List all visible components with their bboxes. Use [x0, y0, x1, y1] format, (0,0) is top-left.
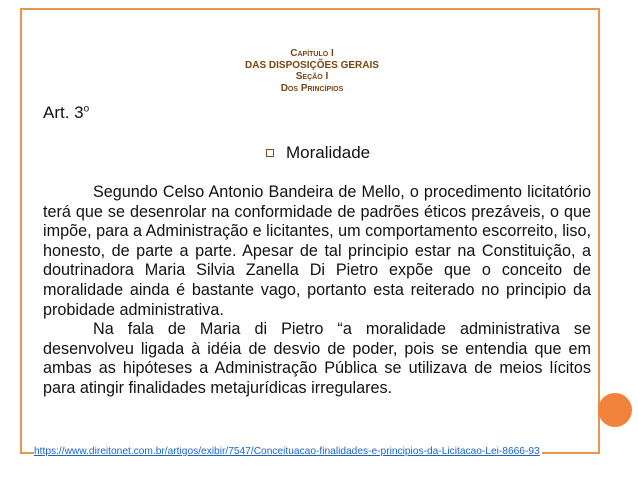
paragraph: Segundo Celso Antonio Bandeira de Mello, o procedimento licitatório terá que se desenrolar na conformidade de padrões éticos prezáveis, o que impõe, para a Administração e licitantes, um comportamento escorreito, liso, honesto, de parte a parte. Apesar de tal principio estar na Constituição, a doutrinadora Maria Silvia Zanella Di Pietro expõe que o conceito de moralidade ainda é bastante vago, portanto esta reiterado no principio da probidade administrativa. — [43, 183, 591, 319]
article-superscript: o — [83, 103, 90, 115]
chapter-heading: Capítulo I — [290, 48, 334, 59]
decorative-circle — [598, 393, 632, 427]
section-heading: Seção I — [295, 71, 329, 82]
bullet-item — [266, 143, 370, 163]
square-bullet-icon — [266, 149, 274, 157]
bullet-label: Moralidade — [286, 143, 371, 162]
article-label — [43, 103, 89, 123]
body-text — [43, 183, 591, 399]
chapter-title: DAS DISPOSIÇÕES GERAIS — [245, 60, 379, 71]
section-title: Dos Princípios — [280, 83, 344, 94]
article-text: Art. 3 — [43, 103, 84, 122]
paragraph: Na fala de Maria di Pietro “a moralidade administrativa se desenvolveu ligada à idéia de desvio de poder, pois se entendia que em ambas as hipóteses a Administração Pública se utilizava de meios lícitos para atingir finalidades metajurídicas irregulares. — [43, 320, 591, 397]
source-link[interactable]: https://www.direitonet.com.br/artigos/exibir/7547/Conceituacao-finalidades-e-principios-da-Licitacao-Lei-8666-93 — [34, 446, 540, 457]
